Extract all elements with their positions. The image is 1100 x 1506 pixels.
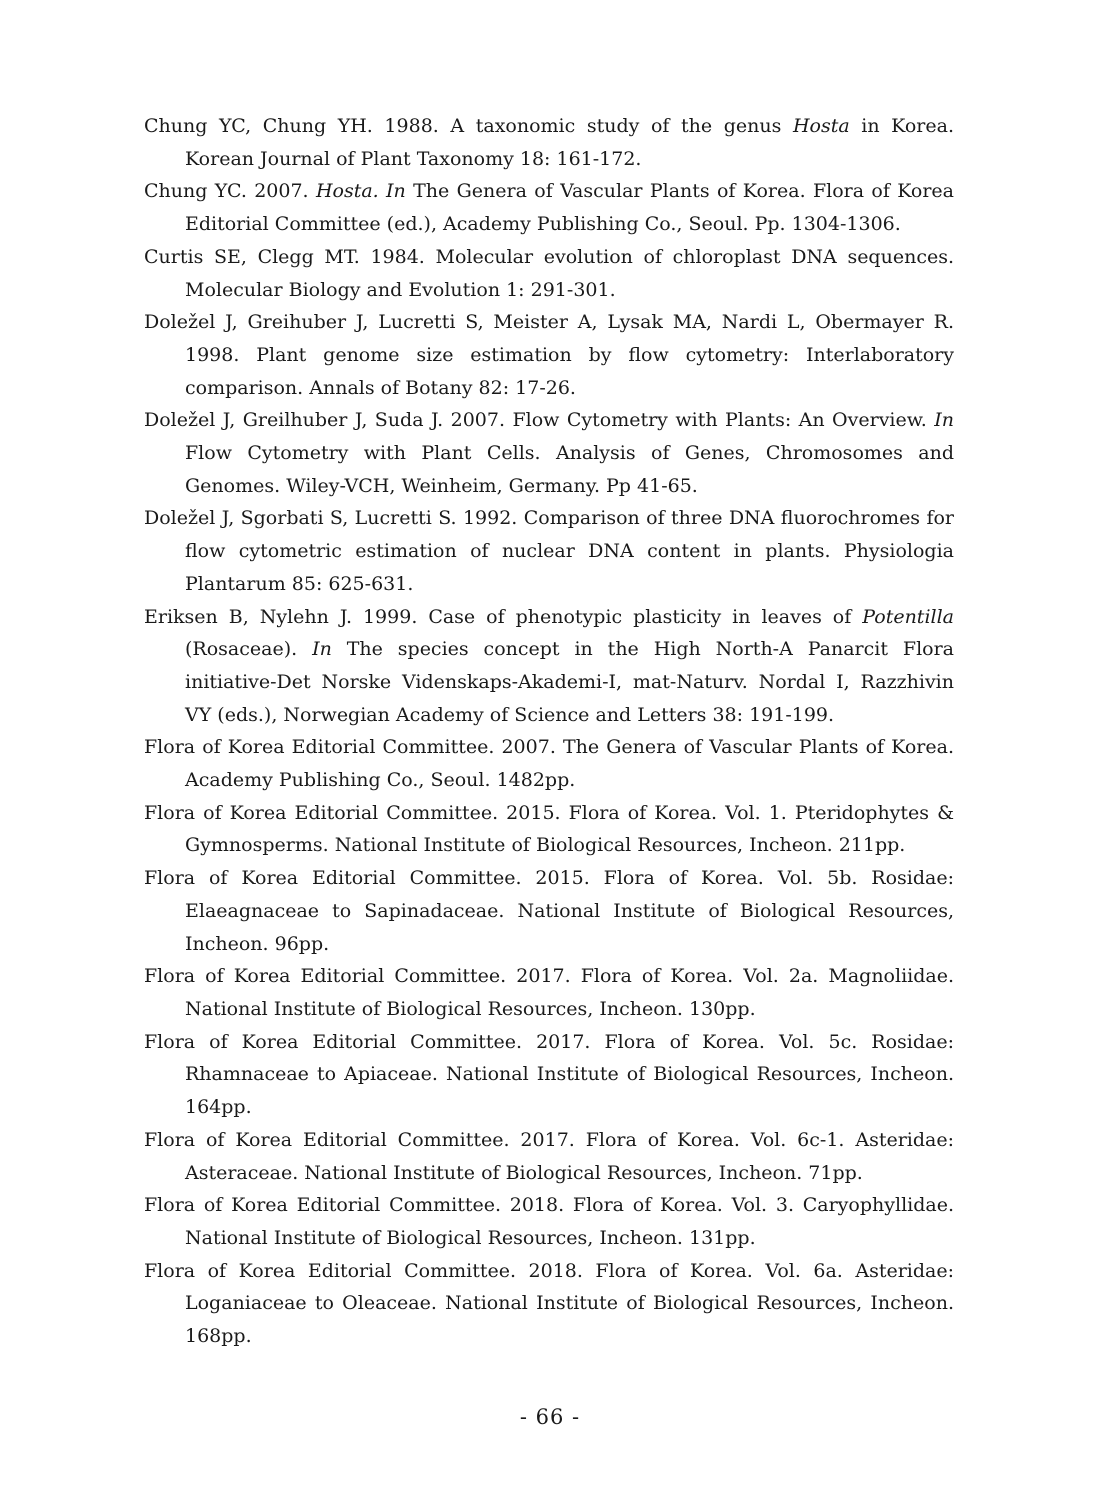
reference-text: Doležel J, Greihuber J, Lucretti S, Meister A, Lysak MA, Nardi L, Obermayer R. 1998. Plant genome size estimation by flow cytometry: Interlaboratory comparison. Annals of Botany 82: 17-26. bbox=[144, 311, 954, 399]
reference-entry bbox=[144, 601, 954, 732]
reference-italic-text: Potentilla bbox=[862, 605, 954, 628]
reference-text: Flora of Korea Editorial Committee. 2007. The Genera of Vascular Plants of Korea. Academy Publishing Co., Seoul. 1482pp. bbox=[144, 736, 954, 792]
reference-italic-text: Hosta bbox=[792, 115, 850, 137]
reference-entry bbox=[144, 175, 954, 240]
reference-text: Flora of Korea Editorial Committee. 2015. Flora of Korea. Vol. 5b. Rosidae: Elaeagnaceae to Sapinadaceae. National Institute of Biological Resources, Incheon. 96pp. bbox=[144, 867, 954, 955]
reference-entry bbox=[144, 502, 954, 600]
reference-italic-text: In bbox=[934, 409, 954, 432]
reference-entry bbox=[144, 1255, 954, 1353]
reference-entry bbox=[144, 862, 954, 960]
reference-italic-text: Hosta. In bbox=[315, 180, 406, 203]
reference-text: Flora of Korea Editorial Committee. 2017. Flora of Korea. Vol. 6c-1. Asteridae: Asteraceae. National Institute of Biological Resources, Incheon. 71pp. bbox=[144, 1128, 954, 1184]
reference-entry bbox=[144, 1026, 954, 1124]
reference-entry bbox=[144, 797, 954, 862]
reference-text: in Korea. Korean Journal of Plant Taxonomy 18: 161-172. bbox=[185, 115, 954, 170]
reference-text: Chung YC, Chung YH. 1988. A taxonomic study of the genus bbox=[144, 115, 793, 137]
page-number: - 66 - bbox=[519, 1405, 581, 1429]
reference-text: Flora of Korea Editorial Committee. 2018. Flora of Korea. Vol. 6a. Asteridae: Loganiaceae to Oleaceae. National Institute of Biological Resources, Incheon. 168pp. bbox=[144, 1259, 954, 1348]
reference-text: Chung YC. 2007. bbox=[144, 180, 316, 203]
reference-entry bbox=[144, 1189, 954, 1254]
reference-italic-text: In bbox=[312, 638, 332, 661]
reference-text: Curtis SE, Clegg MT. 1984. Molecular evolution of chloroplast DNA sequences. Molecular Biology and Evolution 1: 291-301. bbox=[144, 245, 954, 301]
reference-text: (Rosaceae). bbox=[185, 638, 313, 661]
reference-text: Flora of Korea Editorial Committee. 2018. Flora of Korea. Vol. 3. Caryophyllidae. National Institute of Biological Resources, Incheon. 131pp. bbox=[144, 1194, 954, 1249]
reference-text: Doležel J, Greilhuber J, Suda J. 2007. Flow Cytometry with Plants: An Overview. bbox=[144, 409, 935, 432]
reference-text: Doležel J, Sgorbati S, Lucretti S. 1992. Comparison of three DNA fluorochromes for flow cytometric estimation of nuclear DNA content in plants. Physiologia Plantarum 85: 625-631. bbox=[144, 507, 954, 595]
reference-entry bbox=[144, 731, 954, 796]
reference-text: Flora of Korea Editorial Committee. 2017. Flora of Korea. Vol. 2a. Magnoliidae. National Institute of Biological Resources, Incheon. 130pp. bbox=[144, 965, 954, 1020]
reference-entry bbox=[144, 404, 954, 502]
reference-text: The Genera of Vascular Plants of Korea. Flora of Korea Editorial Committee (ed.), Academy Publishing Co., Seoul. Pp. 1304-1306. bbox=[185, 180, 954, 236]
reference-text: Eriksen B, Nylehn J. 1999. Case of phenotypic plasticity in leaves of bbox=[144, 605, 863, 628]
reference-entry bbox=[144, 960, 954, 1025]
reference-list bbox=[144, 110, 954, 1353]
reference-entry bbox=[144, 241, 954, 306]
reference-text: Flora of Korea Editorial Committee. 2015. Flora of Korea. Vol. 1. Pteridophytes & Gymnosperms. National Institute of Biological Resources, Incheon. 211pp. bbox=[144, 801, 954, 857]
reference-text: Flow Cytometry with Plant Cells. Analysis of Genes, Chromosomes and Genomes. Wiley-VCH, Weinheim, Germany. Pp 41-65. bbox=[185, 442, 954, 497]
reference-entry bbox=[144, 1124, 954, 1189]
reference-text: The species concept in the High North-A Panarcit Flora initiative-Det Norske Videnskaps-Akademi-I, mat-Naturv. Nordal I, Razzhivin VY (eds.), Norwegian Academy of Science and Letters 38: 191-199. bbox=[185, 638, 954, 726]
reference-entry bbox=[144, 306, 954, 404]
reference-text: Flora of Korea Editorial Committee. 2017. Flora of Korea. Vol. 5c. Rosidae: Rhamnaceae to Apiaceae. National Institute of Biological Resources, Incheon. 164pp. bbox=[144, 1030, 954, 1119]
reference-entry bbox=[144, 110, 954, 175]
